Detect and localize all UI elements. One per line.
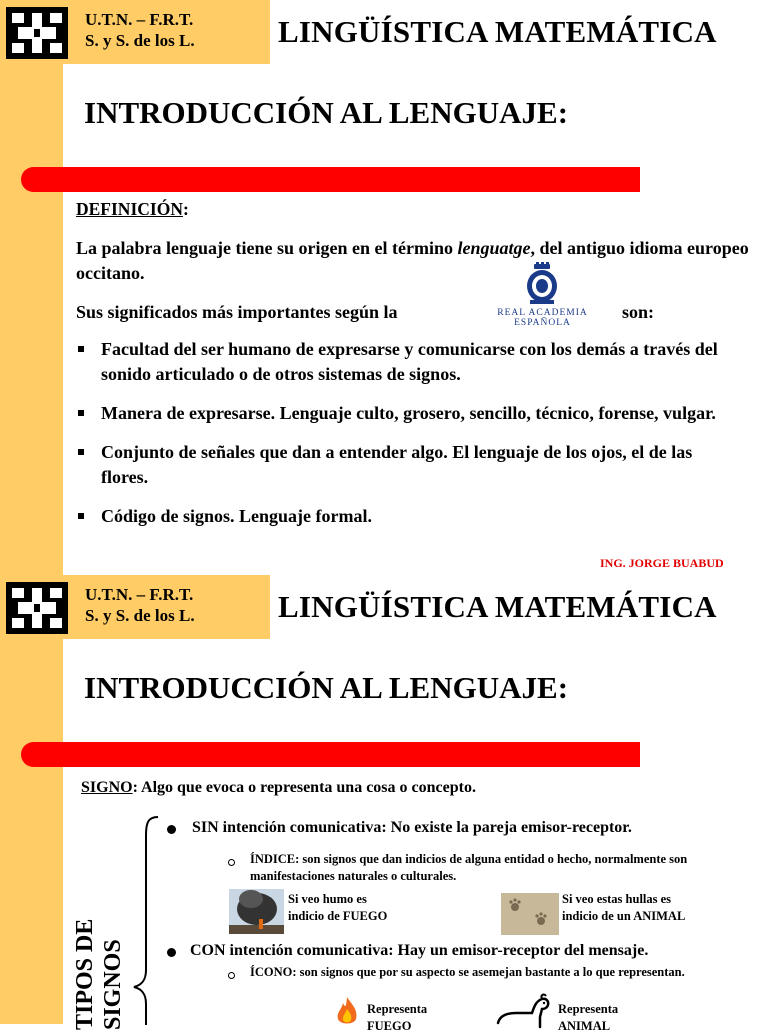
icono-item: ÍCONO: son signos que por su aspecto se asemejan bastante a lo que representan. xyxy=(250,965,685,979)
section-title: INTRODUCCIÓN AL LENGUAJE: xyxy=(84,95,569,130)
con-intencion-item: CON intención comunicativa: Hay un emisor-receptor del mensaje. xyxy=(190,942,649,959)
tipos-line-1: TIPOS DE xyxy=(72,918,98,1030)
para1-text-b: , del antiguo idioma europeo occitano. xyxy=(76,238,749,283)
footprints-photo xyxy=(501,893,559,935)
square-bullet-icon xyxy=(78,346,84,352)
signo-definition xyxy=(81,779,476,797)
list-item xyxy=(76,337,736,387)
list-item-text: Código de signos. Lenguaje formal. xyxy=(101,506,373,526)
course-title: LINGÜÍSTICA MATEMÁTICA xyxy=(278,14,717,49)
animal-caption xyxy=(558,1001,618,1035)
left-band xyxy=(0,0,63,575)
tipos-de-signos-label xyxy=(72,910,132,1030)
round-bullet-icon xyxy=(167,948,176,957)
hollow-bullet-icon xyxy=(228,859,235,866)
signo-label: SIGNO xyxy=(81,779,133,796)
smoke-caption-line-2: indicio de FUEGO xyxy=(288,909,388,923)
animal-caption-line-2: ANIMAL xyxy=(558,1019,611,1033)
list-item xyxy=(76,504,736,529)
section-title: INTRODUCCIÓN AL LENGUAJE: xyxy=(84,670,569,705)
smoke-caption-line-1: Si veo humo es xyxy=(288,892,367,906)
institution-line-2: S. y S. de los L. xyxy=(85,606,195,625)
signo-text: : Algo que evoca o representa una cosa o concepto. xyxy=(132,779,476,796)
left-band xyxy=(0,575,63,1024)
round-bullet-icon xyxy=(167,825,176,834)
smoke-caption xyxy=(288,891,387,925)
square-bullet-icon xyxy=(78,513,84,519)
fire-caption-line-2: FUEGO xyxy=(367,1019,412,1033)
dog-icon xyxy=(494,993,552,1027)
institution-label xyxy=(85,9,195,51)
utn-logo xyxy=(6,582,68,634)
animal-caption-line-1: Representa xyxy=(558,1002,619,1016)
list-item xyxy=(76,440,736,490)
list-item-text: Facultad del ser humano de expresarse y comunicarse con los demás a través del sonido articulado o de otros sistemas de signos. xyxy=(101,339,718,384)
author-credit: ING. JORGE BUABUD xyxy=(600,556,724,570)
rae-crest-icon xyxy=(470,262,615,308)
tipos-line-2: SIGNOS xyxy=(100,939,126,1030)
fire-caption xyxy=(367,1001,427,1035)
meanings-intro: Sus significados más importantes según la xyxy=(76,302,398,322)
list-item xyxy=(76,401,736,426)
definition-heading xyxy=(76,199,189,220)
meanings-list xyxy=(76,337,736,543)
meanings-intro-end: son: xyxy=(622,302,655,322)
footprints-caption-line-1: Si veo estas hullas es xyxy=(562,892,672,906)
square-bullet-icon xyxy=(78,449,84,455)
list-item-text: Conjunto de señales que dan a entender algo. El lenguaje de los ojos, el de las flores. xyxy=(101,442,693,487)
smoke-photo xyxy=(229,889,284,934)
course-title: LINGÜÍSTICA MATEMÁTICA xyxy=(278,589,717,624)
footprints-caption-line-2: indicio de un ANIMAL xyxy=(562,909,686,923)
indice-item: ÍNDICE: son signos que dan indicios de alguna entidad o hecho, normalmente son manifestaciones naturales o culturales. xyxy=(250,852,688,883)
para1-text-a: La palabra lenguaje tiene su origen en el término xyxy=(76,238,458,258)
institution-line-1: U.T.N. – F.R.T. xyxy=(85,585,194,604)
red-divider-bar xyxy=(21,742,640,767)
para1-italic-term: lenguatge xyxy=(457,238,531,258)
definition-label: DEFINICIÓN xyxy=(76,199,183,219)
square-bullet-icon xyxy=(78,410,84,416)
hollow-bullet-icon xyxy=(228,972,235,979)
fire-caption-line-1: Representa xyxy=(367,1002,428,1016)
definition-colon: : xyxy=(182,199,189,219)
origin-paragraph xyxy=(76,236,756,286)
slide-2 xyxy=(0,575,768,1033)
utn-logo xyxy=(6,7,68,59)
curly-brace-icon xyxy=(128,815,162,1025)
institution-line-1: U.T.N. – F.R.T. xyxy=(85,10,194,29)
list-item-text: Manera de expresarse. Lenguaje culto, grosero, sencillo, técnico, forense, vulgar. xyxy=(101,403,716,423)
red-divider-bar xyxy=(21,167,640,192)
footprints-caption xyxy=(562,891,685,925)
institution-label xyxy=(85,584,195,626)
institution-line-2: S. y S. de los L. xyxy=(85,31,195,50)
rae-wordmark: REAL ACADEMIA ESPAÑOLA xyxy=(497,308,588,328)
sin-intencion-item: SIN intención comunicativa: No existe la pareja emisor-receptor. xyxy=(192,819,632,836)
fire-icon xyxy=(332,995,362,1027)
rae-logo xyxy=(470,262,615,328)
